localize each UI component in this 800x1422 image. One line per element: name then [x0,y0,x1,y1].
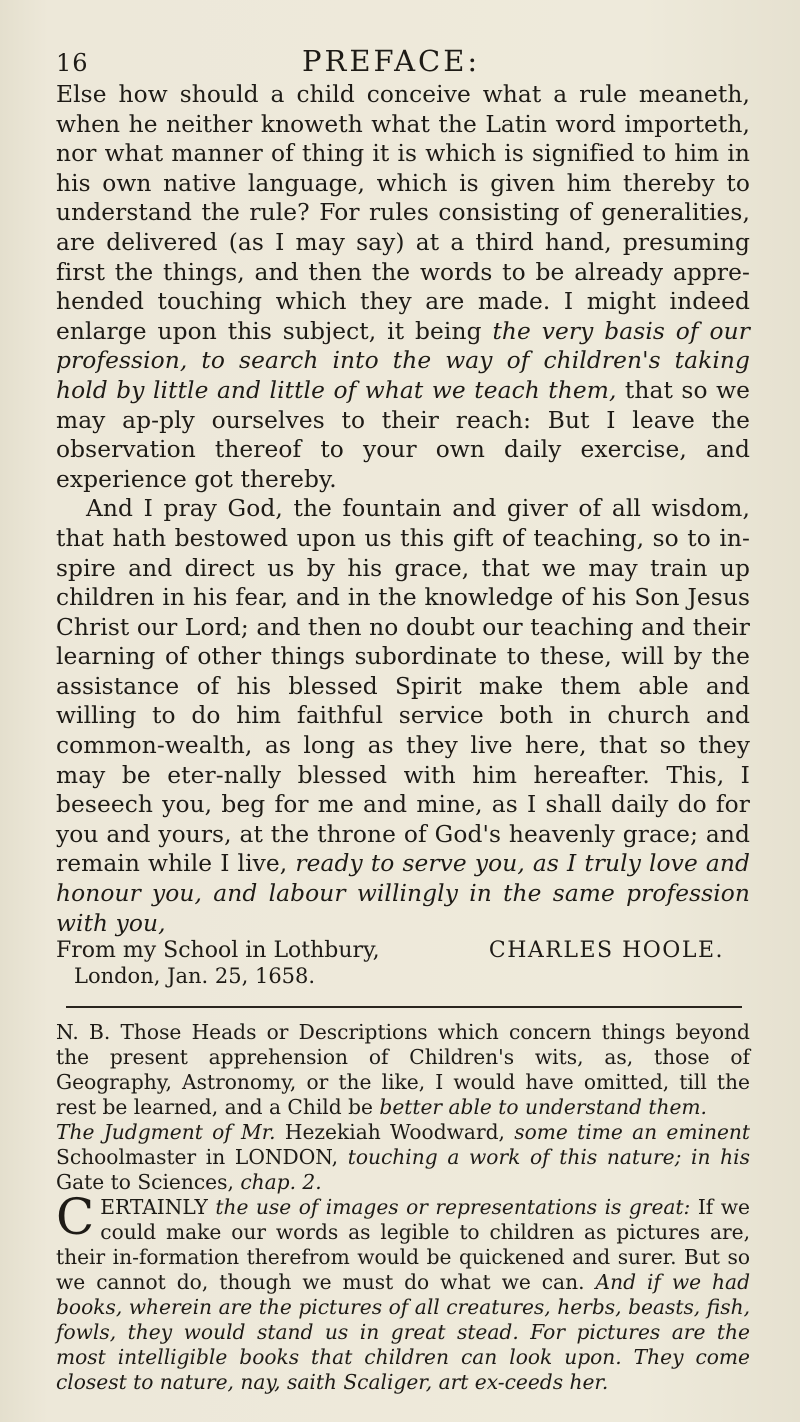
judgement-name: Hezekiah Woodward, [275,1120,515,1145]
drop-cap: C [56,1188,95,1247]
certainly-text: If we could make our words as legible to children as pictures are, their in-formation therefrom would be quickened and surer. But so we cannot do, though we must do what we can. [56,1195,750,1295]
signoff-row [56,938,750,964]
preface-body [56,80,750,938]
paragraph-2-italic: ready to serve you, as I truly love and honour you, and labour willingly in the same profession with you, [56,850,750,937]
paragraph-1-italic: the very basis of our profession, to search into the way of children's taking hold by little and little of what we teach them, [56,317,750,404]
paragraph-1-text-end: that so we may ap-ply ourselves to their reach: But I leave the observation thereof to your own daily exercise, and experience got thereby. [56,376,750,493]
certainly-paragraph [56,1188,750,1395]
nb-italic: better able to understand them. [379,1095,707,1120]
judgement-italic-4: chap. 2. [240,1170,322,1195]
judgement-italic-3: touching a work of this nature; in his [347,1145,750,1170]
judgement-text-2: Gate to Sciences, [56,1170,241,1195]
page-number: 16 [56,49,89,77]
dateline: London, Jan. 25, 1658. [74,964,316,989]
certainly-italic-2: And if we had books, wherein are the pictures of all creatures, herbs, beasts, fish, fowls, they would stand us in great stead. For pictures are the most intelligible books that children can look upon. They come closest to nature, nay, saith Scaliger, art ex-ceeds her. [56,1270,750,1395]
judgement-heading [56,1120,750,1195]
paragraph-1 [56,80,750,494]
judgement-text: Schoolmaster in LONDON, [56,1145,348,1170]
judgement-italic: The Judgment of Mr. [56,1120,276,1145]
divider-rule [66,1006,742,1008]
running-title: PREFACE: [302,44,481,78]
notes-section [56,1020,750,1395]
nb-label: N. B. [56,1020,111,1045]
paragraph-2-text: And I pray God, the fountain and giver of all wisdom, that hath bestowed upon us this gift of teaching, so to in-spire and direct us by his grace, that we may train up children in his fear, and in the knowledge of his Son Jesus Christ our Lord; and then no doubt our teaching and their learning of other things subordinate to these, will by the assistance of his blessed Spirit make them able and willing to do him faithful service both in church and common-wealth, as long as they live here, that so they may be eter-nally blessed with him hereafter. This, I beseech you, beg for me and mine, as I shall daily do for you and yours, at the throne of God's heavenly grace; and remain while I live, [56,495,750,878]
signature: CHARLES HOOLE. [488,938,724,964]
signoff-from: From my School in Lothbury, [56,938,380,964]
nb-text: Those Heads or Descriptions which concern things beyond the present apprehension of Children's wits, as, those of Geography, Astronomy, or the like, I would have omitted, till the rest be learned, and a Child be [56,1020,750,1120]
nota-bene [56,1020,750,1120]
certainly-caps: ERTAINLY [100,1195,208,1220]
page-header [56,44,750,78]
certainly-italic: the use of images or representations is great: [207,1195,698,1220]
paragraph-2 [56,494,750,938]
judgement-italic-2: some time an eminent [514,1120,751,1145]
paragraph-1-text: Else how should a child conceive what a rule meaneth, when he neither knoweth what the Latin word importeth, nor what manner of thing it is which is signified to him in his own native language, which is given him thereby to understand the rule? For rules consisting of generalities, are delivered (as I may say) at a third hand, presuming first the things, and then the words to be already appre-hended touching which they are made. I might indeed enlarge upon this subject, it being [56,81,750,345]
